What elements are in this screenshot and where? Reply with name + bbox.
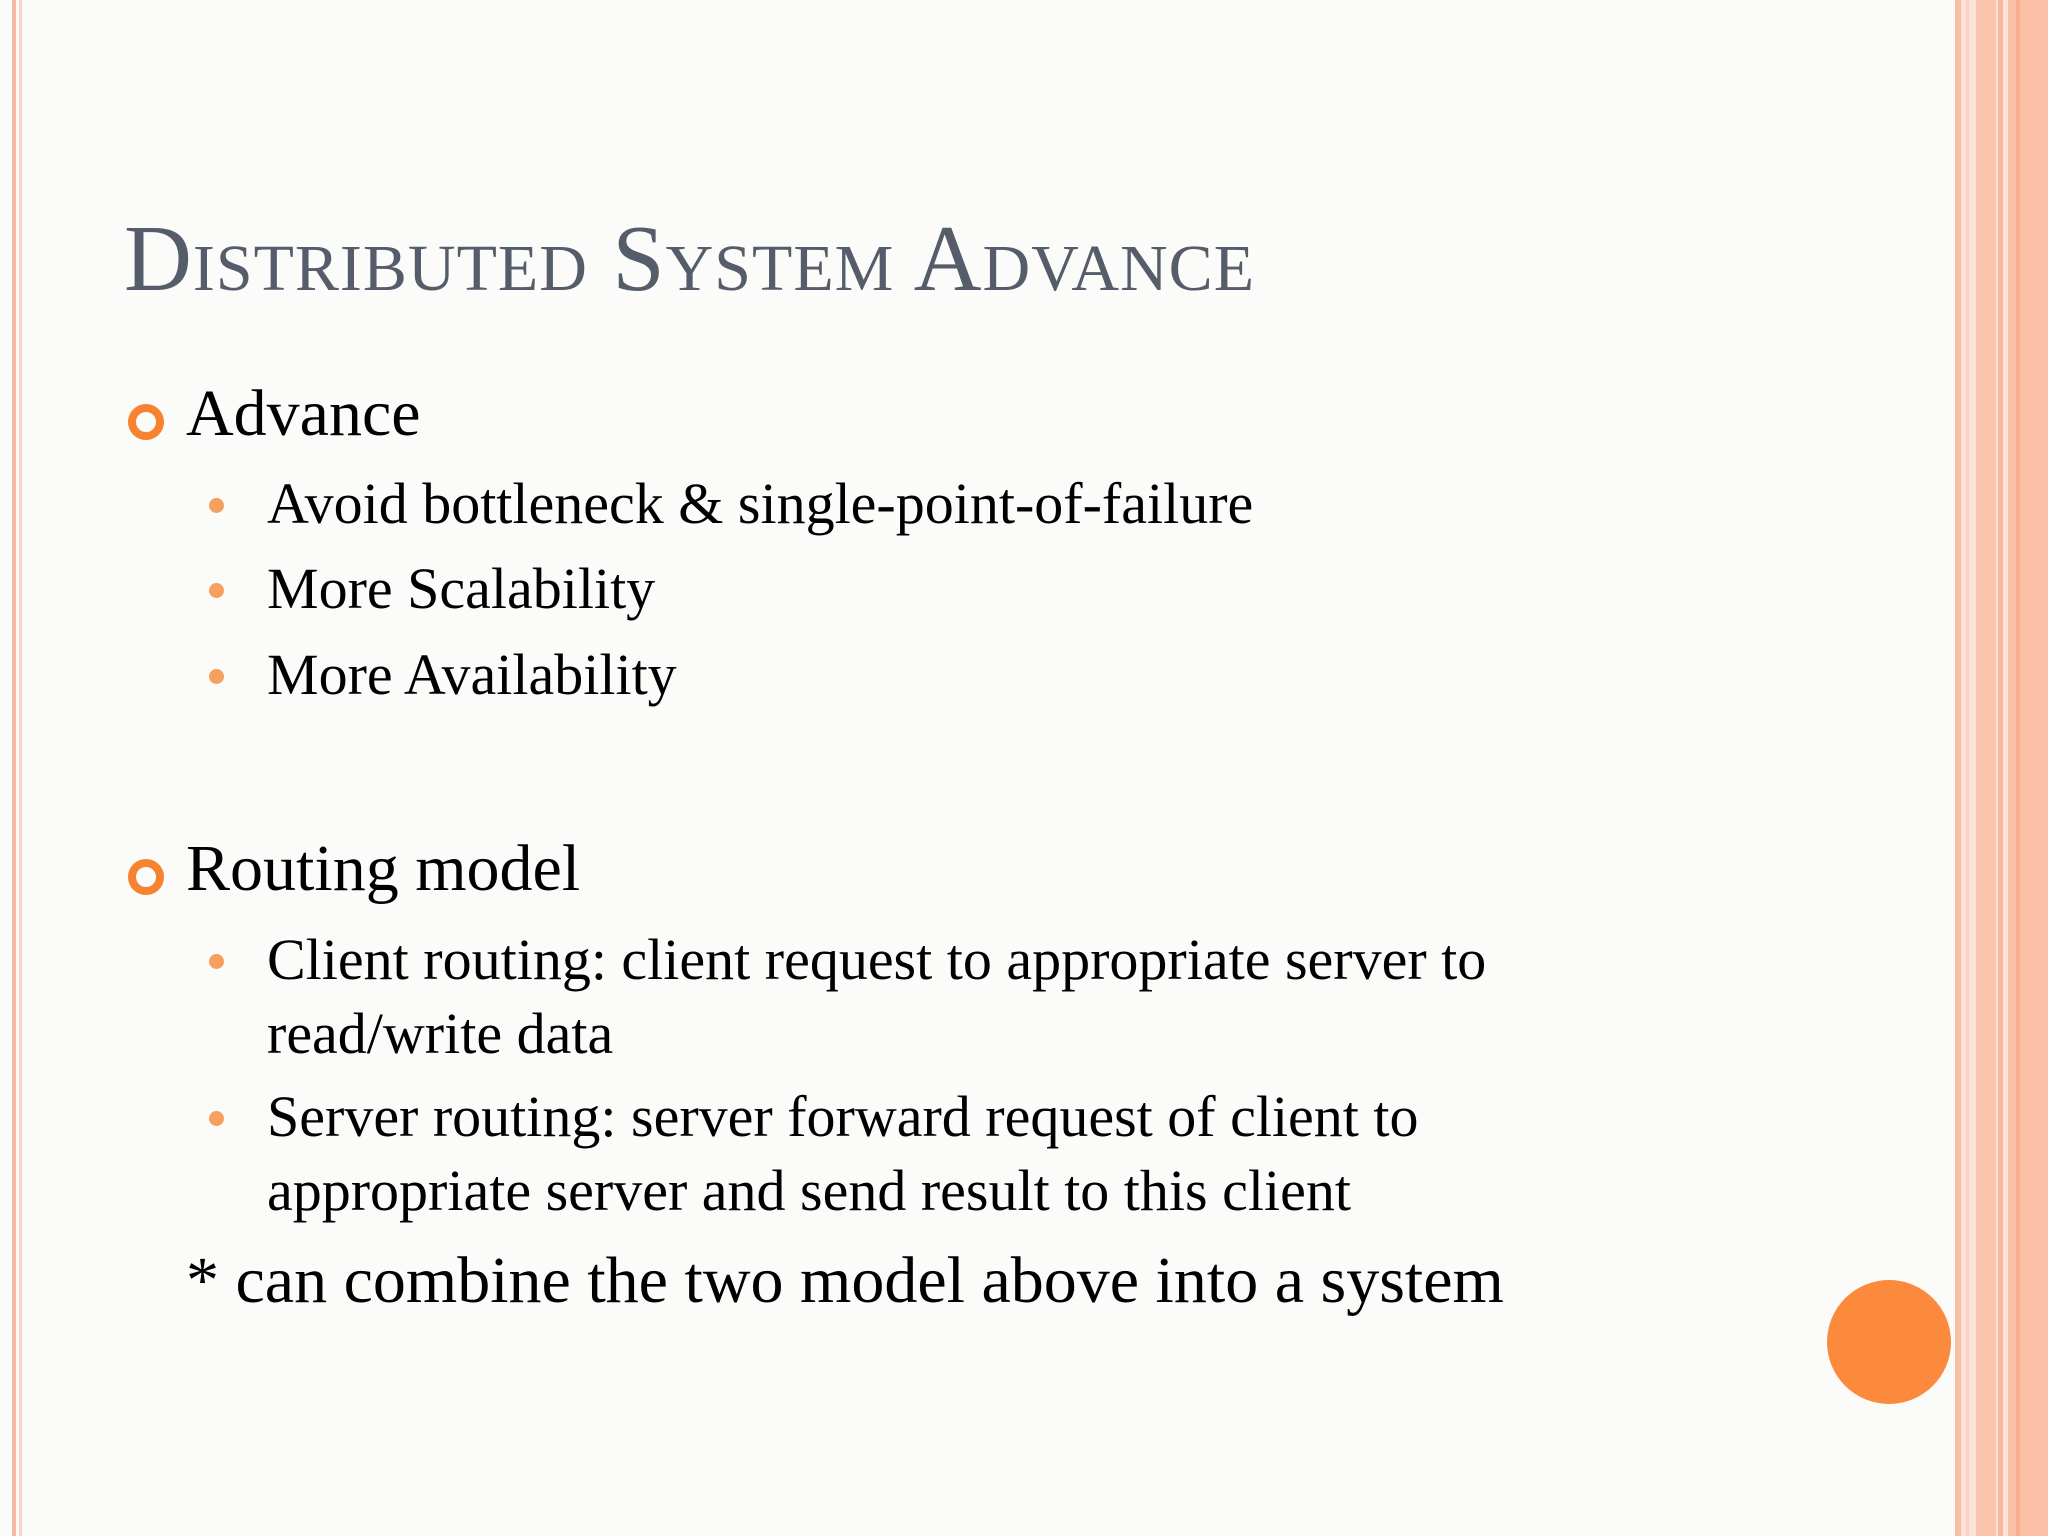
dot-bullet-icon [209, 498, 224, 513]
right-border-stripe [1976, 0, 1996, 1536]
right-border-stripe [1966, 0, 1969, 1536]
right-border-stripe [2008, 0, 2048, 1536]
list-item-line-continued: read/write data [267, 1001, 614, 1066]
list-item-line-continued: appropriate server and send result to this client [267, 1158, 1351, 1223]
section-heading-routing-model: Routing model [186, 832, 581, 905]
right-border-stripe [1998, 0, 2003, 1536]
dot-bullet-icon [209, 954, 224, 969]
left-border-stripe-inner [19, 0, 22, 1536]
section-heading-advance: Advance [186, 377, 421, 450]
list-item-line: Client routing: client request to appropriate server to [267, 927, 1487, 992]
list-item-line: Server routing: server forward request of client to [267, 1084, 1419, 1149]
footnote: * can combine the two model above into a system [186, 1244, 1504, 1317]
list-item: More Scalability [267, 556, 656, 621]
dot-bullet-icon [209, 1111, 224, 1126]
right-border-stripe [2016, 0, 2020, 1536]
orange-circle-icon [1827, 1280, 1951, 1404]
ring-bullet-icon [128, 404, 164, 440]
list-item: Avoid bottleneck & single-point-of-failure [267, 471, 1254, 536]
ring-bullet-icon [128, 859, 164, 895]
list-item: More Availability [267, 642, 677, 707]
dot-bullet-icon [209, 583, 224, 598]
slide-title: Distributed System Advance [124, 207, 1256, 311]
right-border-stripe [1955, 0, 1961, 1536]
left-border-stripe [12, 0, 16, 1536]
dot-bullet-icon [209, 669, 224, 684]
